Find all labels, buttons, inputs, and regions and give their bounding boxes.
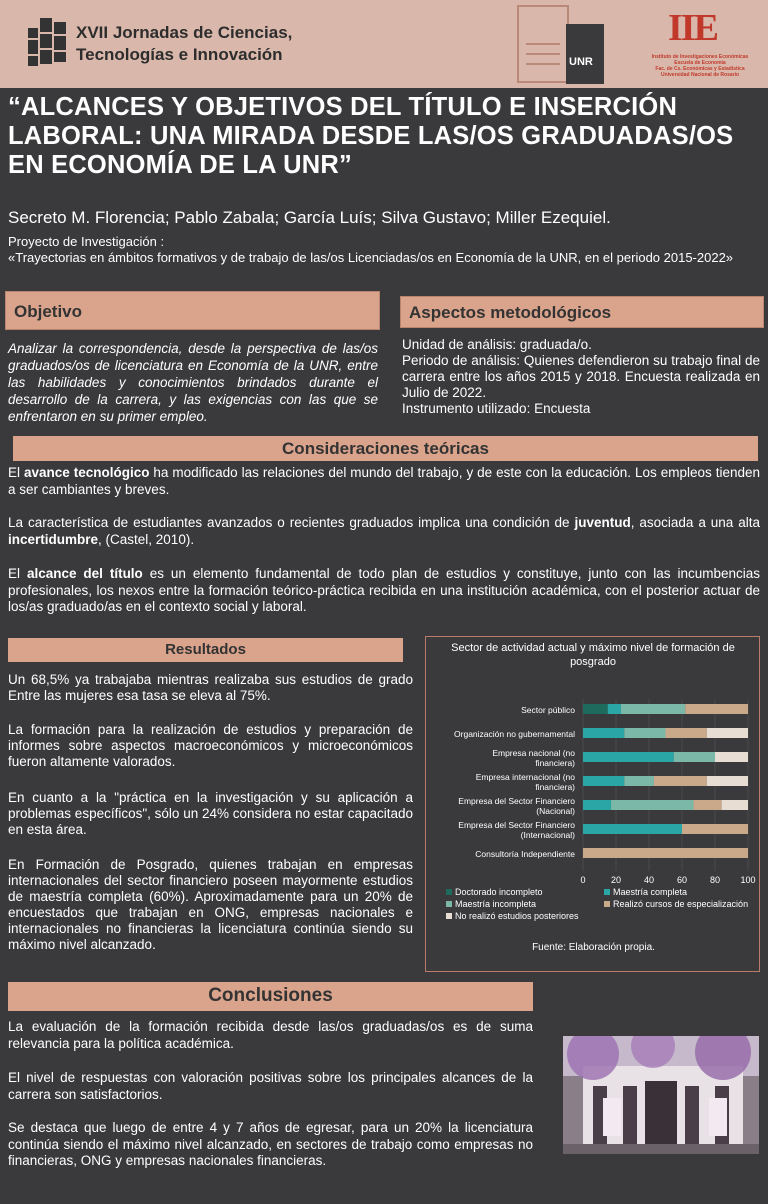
iie-caption-line: Universidad Nacional de Rosario [660, 72, 740, 78]
chart-bar-segment [583, 776, 624, 786]
conclusiones-heading: Conclusiones [8, 982, 533, 1011]
metodologia-heading: Aspectos metodológicos [400, 296, 764, 328]
poster-title: “ALCANCES Y OBJETIVOS DEL TÍTULO E INSERCIÓN LABORAL: UNA MIRADA DESDE LAS/OS GRADUADAS/OS EN ECONOMÍA DE LA UNR” [8, 93, 734, 179]
chart-legend-swatch [446, 901, 452, 907]
chart-legend-label: Maestría incompleta [455, 899, 537, 909]
chart-category-label: Empresa del Sector Financiero (Nacional) [458, 796, 575, 816]
chart-bar-segment [611, 800, 694, 810]
chart-category-label: Empresa del Sector Financiero (Internacional) [458, 820, 575, 840]
conclusiones-paragraph-2: El nivel de respuestas con valoración positivas sobre los principales alcances de la carrera son satisfactorios. [8, 1070, 533, 1102]
chart-bar-segment [624, 728, 665, 738]
chart-category-label: Sector público [521, 705, 575, 715]
chart-category-label: Consultoría Independiente [475, 849, 575, 859]
resultados-paragraph-3: En cuanto a la "práctica en la investigación y su aplicación a problemas específicos", sólo un 24% considera no estar capacitado en esta área. [8, 790, 413, 837]
chart-bar-segment [583, 704, 608, 714]
chart-bar-segment [624, 776, 654, 786]
chart-svg [426, 637, 761, 937]
campus-photo-illustration [563, 1036, 759, 1154]
event-title [76, 22, 296, 66]
chart-bar-segment [674, 752, 715, 762]
metodologia-text [402, 337, 760, 417]
jornadas-logo-icon [28, 18, 68, 70]
header-band [0, 0, 768, 88]
chart-x-tick-label: 0 [580, 875, 586, 885]
project-description: «Trayectorias en ámbitos formativos y de trabajo de las/os Licenciadas/os en Economía de la UNR, en el periodo 2015-2022» [8, 250, 734, 265]
resultados-heading: Resultados [8, 638, 403, 662]
campus-photo [563, 1036, 759, 1154]
chart-bar-segment [666, 728, 707, 738]
chart-x-tick-label: 40 [643, 875, 655, 885]
chart-legend-label: Maestría completa [613, 887, 688, 897]
iie-caption-line: Fac. de Cs. Económicas y Estadística [655, 66, 745, 72]
metodologia-instrumento: Instrumento utilizado: Encuesta [402, 401, 591, 416]
unr-logo [516, 4, 604, 84]
teoricas-paragraph-1: El avance tecnológico ha modificado las relaciones del mundo del trabajo, y de este con la educación. Los empleos tienden a ser cambiantes y breves. [8, 465, 760, 497]
chart-bar-segment [583, 824, 682, 834]
iie-caption [638, 54, 762, 78]
resultados-paragraph-2: La formación para la realización de estudios y preparación de informes sobre aspectos macroeconómicos y microeconómicos fueron altamente valorados. [8, 722, 413, 769]
teoricas-paragraph-3: El alcance del título es un elemento fundamental de todo plan de estudios y constituye, junto con las incumbencias profesionales, los nexos entre la formación teórico-práctica recibida en una institución académica, con el posterior actuar de los/as graduado/as en el contexto social y laboral. [8, 566, 760, 614]
chart-source: Fuente: Elaboración propia. [532, 942, 655, 953]
authors: Secreto M. Florencia; Pablo Zabala; García Luís; Silva Gustavo; Miller Ezequiel. [8, 208, 611, 227]
iie-caption-line: Escuela de Economía [674, 60, 726, 66]
unr-label: UNR [566, 24, 604, 84]
event-title-line1: XVII Jornadas de Ciencias, [76, 23, 293, 42]
chart-bar-segment [715, 752, 748, 762]
chart-bar-segment [654, 776, 707, 786]
event-title-line2: Tecnologías e Innovación [76, 45, 283, 64]
chart-x-tick-label: 60 [676, 875, 688, 885]
chart-bar-segment [583, 800, 611, 810]
chart-bar-segment [694, 800, 722, 810]
chart-panel [425, 636, 760, 972]
chart-bar-segment [722, 800, 748, 810]
teoricas-heading: Consideraciones teóricas [13, 436, 758, 461]
iie-logo [638, 2, 762, 86]
chart-bar-segment [583, 728, 624, 738]
iie-mark: IIE [668, 7, 717, 49]
chart-bar-segment [583, 848, 748, 858]
chart-x-tick-label: 20 [610, 875, 622, 885]
chart-bar-segment [621, 704, 685, 714]
resultados-paragraph-1: Un 68,5% ya trabajaba mientras realizaba sus estudios de grado Entre las mujeres esa tasa se eleva al 75%. [8, 672, 413, 703]
resultados-paragraph-4: En Formación de Posgrado, quienes trabajan en empresas internacionales del sector financiero poseen mayormente estudios de maestría completa (60%). Aproximadamente para un 20% de encuestados que trabajan en ONG, empresas nacionales e internacionales no financieras la licenciatura continúa siendo su máximo nivel alcanzado. [8, 857, 413, 952]
conclusiones-paragraph-1: La evaluación de la formación recibida desde las/os graduadas/os es de suma relevancia para la política académica. [8, 1019, 533, 1051]
metodologia-unidad: Unidad de análisis: graduada/o. [402, 337, 592, 352]
teoricas-paragraph-2: La característica de estudiantes avanzados o recientes graduados implica una condición de juventud, asociada a una alta incertidumbre, (Castel, 2010). [8, 515, 760, 547]
chart-legend-swatch [604, 889, 610, 895]
chart-bar-segment [685, 704, 748, 714]
chart-bar-segment [707, 776, 748, 786]
chart-category-label: Empresa nacional (no financiera) [492, 748, 575, 768]
chart-x-tick-label: 100 [740, 875, 756, 885]
chart-category-label: Empresa internacional (no financiera) [475, 772, 575, 792]
objetivo-text: Analizar la correspondencia, desde la perspectiva de las/os graduados/os de licenciatura en Economía de la UNR, entre las habilidades y conocimientos brindados durante el desarrollo de la carrera, y las exigencias con las que se enfrentaron en su primer empleo. [8, 341, 378, 424]
chart-legend-swatch [446, 913, 452, 919]
chart-legend-label: Realizó cursos de especialización [613, 899, 749, 909]
conclusiones-paragraph-3: Se destaca que luego de entre 4 y 7 años de egresar, para un 20% la licenciatura continúa siendo el máximo nivel alcanzado, en sectores de trabajo como empresas no financieras, ONG y empresas nacionales financieras. [8, 1120, 533, 1168]
objetivo-heading: Objetivo [5, 291, 380, 330]
project-label: Proyecto de Investigación : [8, 234, 165, 249]
chart-x-tick-label: 80 [709, 875, 721, 885]
chart-legend-label: Doctorado incompleto [455, 887, 543, 897]
chart-bar-segment [608, 704, 621, 714]
iie-caption-line: Instituto de Investigaciones Económicas [651, 54, 749, 60]
chart-bar-segment [682, 824, 748, 834]
chart-title: Sector de actividad actual y máximo nivel de formación de posgrado [451, 642, 735, 668]
metodologia-periodo: Periodo de análisis: Quienes defendieron su trabajo final de carrera entre los años 2015 y 2018. Encuesta realizada en Julio de 2022. [402, 353, 760, 400]
chart-bar-segment [583, 752, 674, 762]
chart-legend-swatch [446, 889, 452, 895]
chart-legend-label: No realizó estudios posteriores [455, 911, 579, 921]
chart-category-label: Organización no gubernamental [454, 729, 575, 739]
chart-legend-swatch [604, 901, 610, 907]
chart-bar-segment [707, 728, 748, 738]
